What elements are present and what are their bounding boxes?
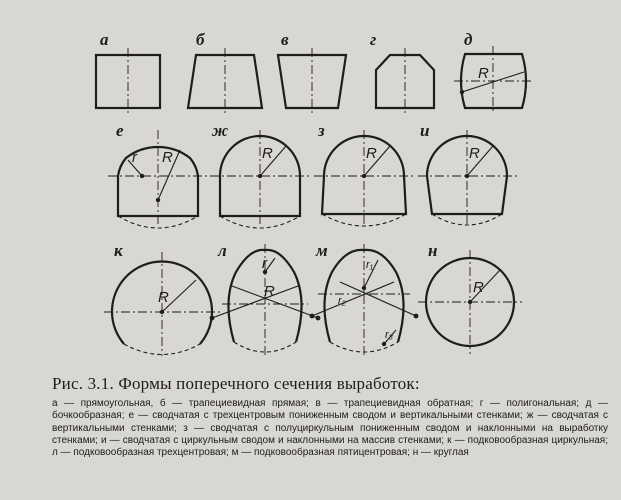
radius-label: R [473, 279, 484, 296]
center-point [468, 300, 472, 304]
radius-line [340, 282, 416, 316]
center-point [210, 316, 215, 321]
panel-label-k: к [114, 241, 123, 260]
center-point [310, 314, 315, 319]
panel-g [370, 30, 434, 114]
panel-zh [210, 121, 310, 228]
center-point [362, 174, 366, 178]
panel-i [418, 121, 518, 225]
panel-label-n: н [428, 241, 438, 260]
panel-label-g: г [370, 30, 377, 49]
panel-z [314, 121, 414, 226]
panel-v [278, 30, 346, 114]
center-point [258, 174, 262, 178]
panel-l [210, 241, 321, 356]
panel-label-a: а [100, 30, 109, 49]
panel-b [188, 30, 262, 114]
center-point [414, 314, 419, 319]
center-point [460, 90, 464, 94]
panel-d [454, 30, 532, 114]
panel-label-l: л [218, 241, 227, 260]
radius-label: R [478, 65, 489, 82]
panel-label-e: е [116, 121, 124, 140]
radius-line [212, 286, 298, 318]
center-point [382, 342, 386, 346]
panel-e [108, 121, 208, 228]
panel-label-d: д [464, 30, 473, 49]
caption-title: Рис. 3.1. Формы поперечного сечения выработок: [52, 374, 420, 393]
panel-label-v: в [281, 30, 289, 49]
center-point [160, 310, 164, 314]
radius-label: r [132, 149, 137, 166]
caption-body: а — прямоугольная, б — трапециевидная прямая; в — трапециевидная обратная; г — полигональная; д — бочкообразная; е — сводчатая с трехцентровым пониженным сводом и вертикальными стенками; ж — сводчатая с вертикальными стенками; з — сводчатая с полуциркульным пониженным сводом и наклонными на выработку стенками; и — сводчатая с циркульным сводом и наклонными на массив стенками; к — подковообразная циркульная; л — подковообразная трехцентровая; м — подковообразная пятицентровая; н — круглая [52, 398, 608, 459]
radius-label: r₃ [385, 329, 394, 341]
panel-m [310, 241, 419, 356]
center-point [316, 316, 321, 321]
panel-label-b: б [196, 30, 205, 49]
radius-label: R [158, 289, 169, 306]
radius-label: R [366, 145, 377, 162]
center-point [156, 198, 160, 202]
radius-label: r₂ [338, 295, 346, 307]
center-point [362, 286, 366, 290]
radius-label: R [262, 145, 273, 162]
radius-line [232, 286, 318, 318]
panel-label-z: з [318, 121, 325, 140]
panel-label-m: м [316, 241, 328, 260]
center-point [140, 174, 144, 178]
radius-label: R [264, 283, 275, 300]
radius-label: r [262, 255, 267, 272]
panel-n [418, 241, 522, 354]
radius-label: R [162, 149, 173, 166]
panel-label-zh: ж [212, 121, 229, 140]
radius-label: r₁ [366, 259, 374, 271]
center-point [465, 174, 469, 178]
panel-k [104, 241, 220, 356]
panel-a [96, 30, 160, 114]
radius-label: R [469, 145, 480, 162]
panel-label-i: и [420, 121, 430, 140]
